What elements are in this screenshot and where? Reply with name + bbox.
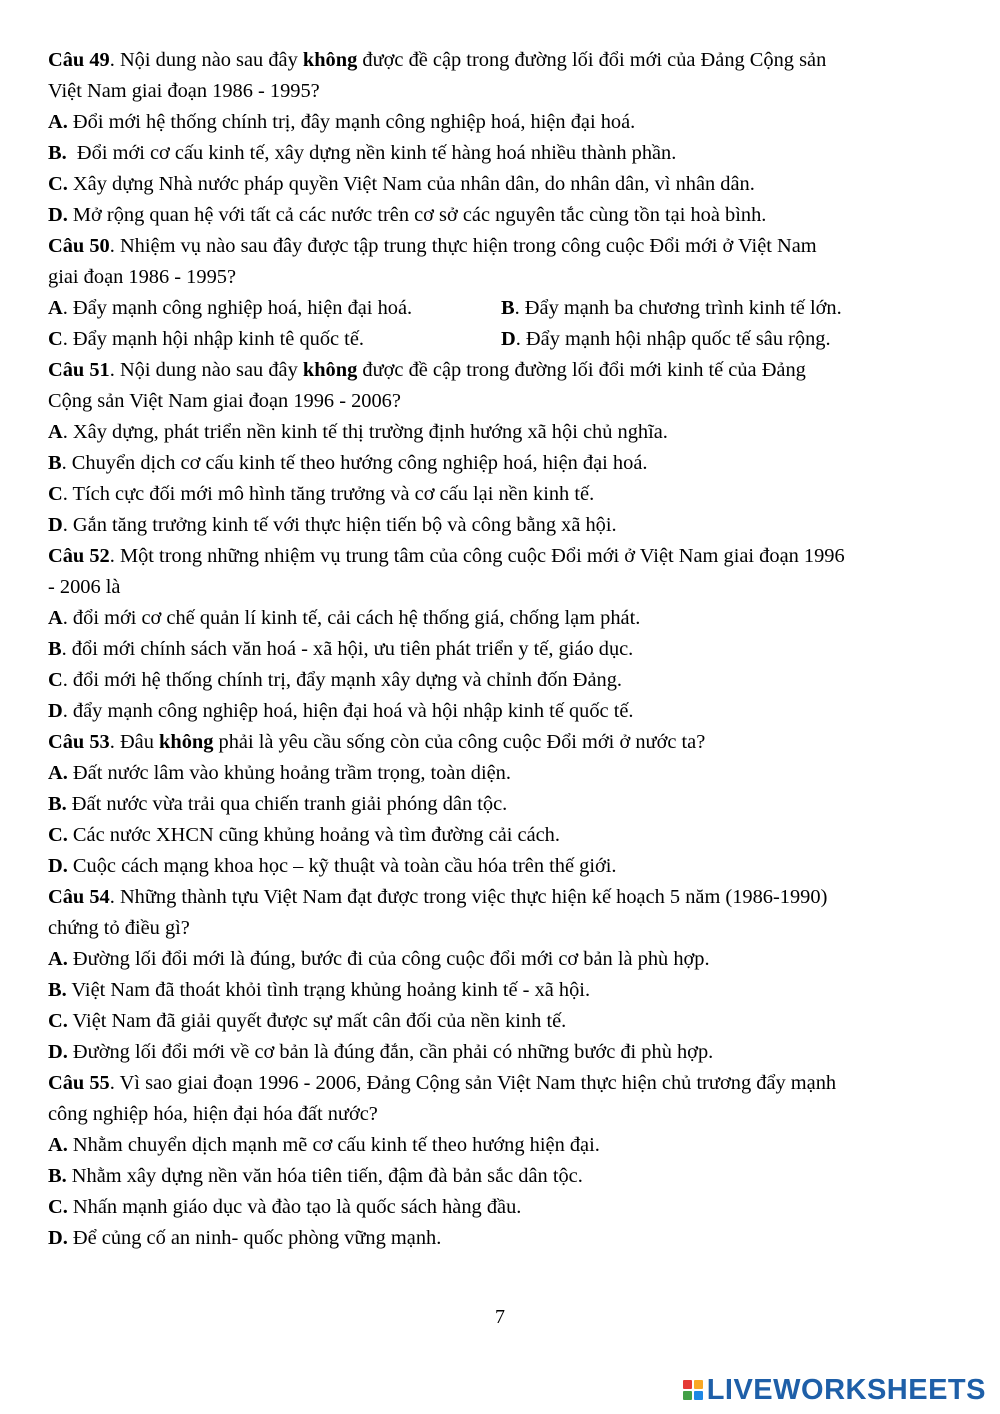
question-stem-line xyxy=(48,541,954,572)
emphasis-word: không xyxy=(302,359,358,381)
option-letter: A. xyxy=(48,1134,68,1156)
question-stem-line xyxy=(48,572,954,603)
question-number: Câu 49 xyxy=(48,49,110,71)
stem-text: công nghiệp hóa, hiện đại hóa đất nước? xyxy=(48,1103,378,1125)
option-letter: A. xyxy=(48,762,68,784)
question-block xyxy=(48,1068,954,1254)
answer-option[interactable] xyxy=(48,107,954,138)
option-letter: C. xyxy=(48,173,68,195)
answer-option[interactable] xyxy=(48,1223,954,1254)
option-text: . Chuyển dịch cơ cấu kinh tế theo hướng công nghiệp hoá, hiện đại hoá. xyxy=(61,452,648,474)
question-block xyxy=(48,882,954,1068)
stem-text: - 2006 là xyxy=(48,576,121,598)
answer-option[interactable] xyxy=(48,1130,954,1161)
answer-option[interactable] xyxy=(48,975,954,1006)
question-stem-line xyxy=(48,913,954,944)
emphasis-word: không xyxy=(159,731,214,753)
answer-option[interactable] xyxy=(48,417,954,448)
answer-option[interactable] xyxy=(48,138,954,169)
option-letter: A. xyxy=(48,948,68,970)
question-stem-line xyxy=(48,386,954,417)
question-stem-line xyxy=(48,1099,954,1130)
option-text: . Đẩy mạnh công nghiệp hoá, hiện đại hoá. xyxy=(62,297,413,319)
stem-text: Việt Nam giai đoạn 1986 - 1995? xyxy=(48,80,320,102)
answer-option[interactable] xyxy=(48,510,954,541)
option-letter: D. xyxy=(48,1041,68,1063)
answer-option[interactable] xyxy=(48,324,501,355)
option-text: Để củng cố an ninh- quốc phòng vững mạnh. xyxy=(67,1227,442,1249)
option-letter: A xyxy=(48,607,63,629)
option-text: Nhằm chuyển dịch mạnh mẽ cơ cấu kinh tế theo hướng hiện đại. xyxy=(67,1134,600,1156)
stem-text: . Nội dung nào sau đây xyxy=(109,359,303,381)
option-letter: B. xyxy=(48,142,67,164)
answer-option[interactable] xyxy=(48,1037,954,1068)
question-block xyxy=(48,231,954,355)
question-stem-line xyxy=(48,231,954,262)
question-block xyxy=(48,355,954,541)
worksheet-content xyxy=(48,45,954,1254)
option-text: Việt Nam đã thoát khỏi tình trạng khủng hoảng kinh tế - xã hội. xyxy=(66,979,591,1001)
logo-text: LIVEWORKSHEETS xyxy=(706,1373,986,1406)
option-text: . Đẩy mạnh hội nhập kinh tê quốc tế. xyxy=(62,328,364,350)
liveworksheets-logo[interactable] xyxy=(683,1372,986,1408)
answer-option[interactable] xyxy=(48,1161,954,1192)
stem-text: . Đâu xyxy=(109,731,160,753)
option-text: . Tích cực đối mới mô hình tăng trưởng và cơ cấu lại nền kinh tế. xyxy=(62,483,595,505)
emphasis-word: không xyxy=(302,49,358,71)
option-letter: D xyxy=(501,328,516,350)
option-text: Mở rộng quan hệ với tất cả các nước trên cơ sở các nguyên tắc cùng tồn tại hoà bình. xyxy=(67,204,767,226)
answer-option[interactable] xyxy=(48,448,954,479)
option-letter: B xyxy=(501,297,515,319)
question-stem-line xyxy=(48,882,954,913)
option-letter: B. xyxy=(48,1165,67,1187)
option-letter: C. xyxy=(48,1196,68,1218)
stem-text: . Nội dung nào sau đây xyxy=(109,49,303,71)
answer-option[interactable] xyxy=(48,603,954,634)
question-stem-line xyxy=(48,45,954,76)
option-row xyxy=(48,324,954,355)
option-text: Xây dựng Nhà nước pháp quyền Việt Nam của nhân dân, do nhân dân, vì nhân dân. xyxy=(67,173,755,195)
question-stem-line xyxy=(48,76,954,107)
stem-text: được đề cập trong đường lối đổi mới kinh tế của Đảng xyxy=(357,359,806,381)
logo-squares-icon xyxy=(683,1380,703,1400)
option-text: Việt Nam đã giải quyết được sự mất cân đối của nền kinh tế. xyxy=(67,1010,567,1032)
stem-text: phải là yêu cầu sống còn của công cuộc Đổi mới ở nước ta? xyxy=(213,731,706,753)
option-text: Các nước XHCN cũng khủng hoảng và tìm đường cải cách. xyxy=(67,824,560,846)
answer-option[interactable] xyxy=(48,200,954,231)
stem-text: Cộng sản Việt Nam giai đoạn 1996 - 2006? xyxy=(48,390,401,412)
option-text: Đất nước lâm vào khủng hoảng trầm trọng, toàn diện. xyxy=(67,762,511,784)
stem-text: chứng tỏ điều gì? xyxy=(48,917,190,939)
answer-option[interactable] xyxy=(48,169,954,200)
option-text: . Đẩy mạnh ba chương trình kinh tế lớn. xyxy=(514,297,842,319)
option-text: . Xây dựng, phát triển nền kinh tế thị trường định hướng xã hội chủ nghĩa. xyxy=(62,421,668,443)
stem-text: được đề cập trong đường lối đổi mới của Đảng Cộng sản xyxy=(357,49,827,71)
option-letter: C xyxy=(48,669,63,691)
answer-option[interactable] xyxy=(48,634,954,665)
option-text: Nhấn mạnh giáo dục và đào tạo là quốc sách hàng đầu. xyxy=(67,1196,522,1218)
answer-option[interactable] xyxy=(501,293,954,324)
question-number: Câu 53 xyxy=(48,731,110,753)
answer-option[interactable] xyxy=(501,324,954,355)
option-text: Nhằm xây dựng nền văn hóa tiên tiến, đậm đà bản sắc dân tộc. xyxy=(66,1165,583,1187)
question-number: Câu 54 xyxy=(48,886,110,908)
option-letter: C xyxy=(48,328,63,350)
option-letter: D xyxy=(48,514,63,536)
answer-option[interactable] xyxy=(48,758,954,789)
option-letter: C. xyxy=(48,824,68,846)
question-stem-line xyxy=(48,727,954,758)
option-letter: B. xyxy=(48,793,67,815)
answer-option[interactable] xyxy=(48,789,954,820)
option-letter: A xyxy=(48,421,63,443)
answer-option[interactable] xyxy=(48,479,954,510)
option-text: . Gắn tăng trưởng kinh tế với thực hiện tiến bộ và công bằng xã hội. xyxy=(62,514,617,536)
option-letter: D. xyxy=(48,204,68,226)
stem-text: . Vì sao giai đoạn 1996 - 2006, Đảng Cộng sản Việt Nam thực hiện chủ trương đẩy mạnh xyxy=(109,1072,837,1094)
option-text: . đẩy mạnh công nghiệp hoá, hiện đại hoá và hội nhập kinh tế quốc tế. xyxy=(62,700,634,722)
option-letter: B xyxy=(48,638,62,660)
question-stem-line xyxy=(48,262,954,293)
answer-option[interactable] xyxy=(48,944,954,975)
option-letter: A xyxy=(48,297,63,319)
answer-option[interactable] xyxy=(48,1192,954,1223)
option-letter: C. xyxy=(48,1010,68,1032)
question-number: Câu 52 xyxy=(48,545,110,567)
option-letter: B. xyxy=(48,979,67,1001)
stem-text: . Một trong những nhiệm vụ trung tâm của công cuộc Đổi mới ở Việt Nam giai đoạn 1996 xyxy=(109,545,845,567)
question-number: Câu 50 xyxy=(48,235,110,257)
option-text: . đổi mới cơ chế quản lí kinh tế, cải cách hệ thống giá, chống lạm phát. xyxy=(62,607,641,629)
option-letter: D. xyxy=(48,1227,68,1249)
answer-option[interactable] xyxy=(48,696,954,727)
question-stem-line xyxy=(48,1068,954,1099)
option-text: Đổi mới hệ thống chính trị, đây mạnh công nghiệp hoá, hiện đại hoá. xyxy=(67,111,636,133)
option-text: Đường lối đổi mới về cơ bản là đúng đắn, cần phải có những bước đi phù hợp. xyxy=(67,1041,714,1063)
option-text: . đổi mới hệ thống chính trị, đẩy mạnh xây dựng và chỉnh đốn Đảng. xyxy=(62,669,622,691)
option-letter: D xyxy=(48,700,63,722)
question-block xyxy=(48,45,954,231)
option-text: . Đẩy mạnh hội nhập quốc tế sâu rộng. xyxy=(515,328,831,350)
question-block xyxy=(48,727,954,882)
option-letter: B xyxy=(48,452,62,474)
page-number: 7 xyxy=(495,1306,505,1328)
option-letter: D. xyxy=(48,855,68,877)
option-letter: A. xyxy=(48,111,68,133)
stem-text: giai đoạn 1986 - 1995? xyxy=(48,266,237,288)
question-block xyxy=(48,541,954,727)
answer-option[interactable] xyxy=(48,820,954,851)
answer-option[interactable] xyxy=(48,665,954,696)
option-text: Đất nước vừa trải qua chiến tranh giải phóng dân tộc. xyxy=(66,793,508,815)
option-row xyxy=(48,293,954,324)
answer-option[interactable] xyxy=(48,1006,954,1037)
question-number: Câu 55 xyxy=(48,1072,110,1094)
option-text: . đổi mới chính sách văn hoá - xã hội, ưu tiên phát triển y tế, giáo dục. xyxy=(61,638,634,660)
option-text: Đổi mới cơ cấu kinh tế, xây dựng nền kinh tế hàng hoá nhiều thành phần. xyxy=(66,142,677,164)
stem-text: . Nhiệm vụ nào sau đây được tập trung thực hiện trong công cuộc Đổi mới ở Việt Nam xyxy=(109,235,817,257)
answer-option[interactable] xyxy=(48,293,501,324)
answer-option[interactable] xyxy=(48,851,954,882)
option-text: Đường lối đổi mới là đúng, bước đi của công cuộc đổi mới cơ bản là phù hợp. xyxy=(67,948,710,970)
stem-text: . Những thành tựu Việt Nam đạt được trong việc thực hiện kế hoạch 5 năm (1986-1990) xyxy=(109,886,828,908)
question-number: Câu 51 xyxy=(48,359,110,381)
question-stem-line xyxy=(48,355,954,386)
option-letter: C xyxy=(48,483,63,505)
option-text: Cuộc cách mạng khoa học – kỹ thuật và toàn cầu hóa trên thế giới. xyxy=(67,855,617,877)
